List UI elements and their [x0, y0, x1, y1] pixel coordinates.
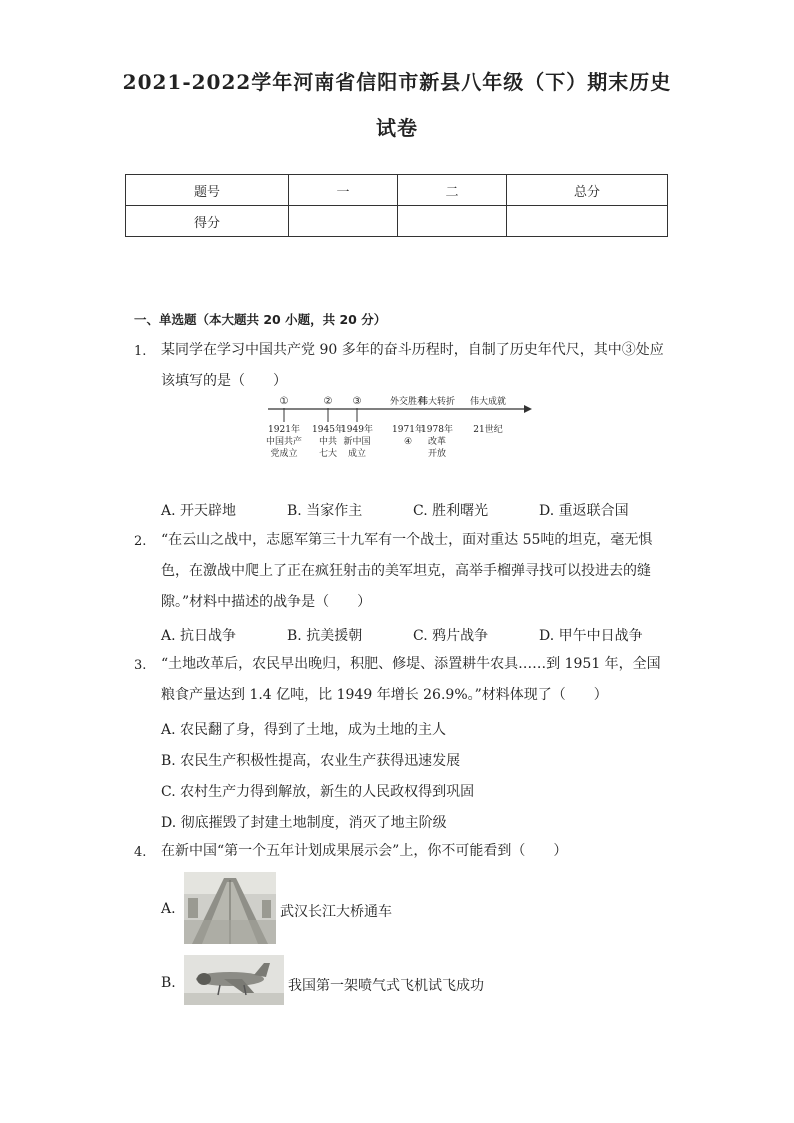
option-b[interactable]: B. 抗美援朝 — [287, 628, 363, 644]
timeline-year: 21世纪 — [473, 425, 503, 435]
question-number: 1. — [134, 344, 147, 359]
option-d[interactable]: D. 彻底摧毁了封建土地制度，消灭了地主阶级 — [161, 815, 447, 831]
timeline-event-label: 开放 — [427, 449, 447, 459]
timeline-figure — [262, 396, 534, 462]
score-table-row — [126, 206, 668, 237]
score-cell — [507, 206, 668, 237]
timeline-event-label: 党成立 — [270, 449, 298, 459]
score-table — [125, 174, 668, 237]
timeline-arrowhead — [524, 405, 532, 413]
timeline-top-label: 外交胜利 — [389, 397, 427, 407]
option-b[interactable]: B. 农民生产积极性提高，农业生产获得迅速发展 — [161, 753, 461, 769]
option-b-label[interactable]: B. — [161, 975, 176, 991]
option-b[interactable]: B. 当家作主 — [287, 503, 363, 519]
option-a[interactable]: A. 农民翻了身，得到了土地，成为土地的主人 — [161, 722, 447, 738]
score-cell: 一 — [289, 175, 398, 206]
question-number: 2. — [134, 534, 147, 549]
score-cell: 总分 — [507, 175, 668, 206]
score-cell: 二 — [398, 175, 507, 206]
exam-title-line2: 试卷 — [376, 116, 418, 140]
option-c[interactable]: C. 鸦片战争 — [413, 628, 489, 644]
exam-title-line1: 2021-2022学年河南省信阳市新县八年级（下）期末历史 — [122, 70, 672, 94]
options-row — [161, 625, 681, 645]
timeline-year: 1949年 — [341, 425, 373, 435]
question-text: 在新中国“第一个五年计划成果展示会”上，你不可能看到（ ） — [161, 843, 568, 859]
question-number: 4. — [134, 845, 147, 860]
timeline-year: 1978年 — [421, 425, 453, 435]
section-heading: 一、单选题（本大题共 20 小题，共 20 分） — [134, 312, 387, 327]
option-d[interactable]: D. 甲午中日战争 — [539, 628, 643, 644]
timeline-top-label: ② — [323, 396, 333, 407]
jet-plane-photo — [184, 955, 284, 1005]
question-number: 3. — [134, 658, 147, 673]
score-cell: 题号 — [126, 175, 289, 206]
options-row — [161, 500, 681, 520]
question-text: “在云山之战中，志愿军第三十九军有一个战士，面对重达 55吨的坦克，毫无惧色，在激战中爬上了正在疯狂射击的美军坦克，高举手榴弹寻找可以投进去的缝隙。”材料中描述的战争是（ ） — [161, 532, 653, 610]
timeline-event-label: 中国共产 — [265, 437, 303, 447]
option-d[interactable]: D. 重返联合国 — [539, 503, 629, 519]
timeline-event-label: 改革 — [427, 437, 447, 447]
option-c[interactable]: C. 胜利曙光 — [413, 503, 489, 519]
option-a-text: 武汉长江大桥通车 — [280, 904, 392, 920]
option-b-text: 我国第一架喷气式飞机试飞成功 — [288, 978, 484, 994]
timeline-year: 1921年 — [268, 425, 300, 435]
score-cell — [289, 206, 398, 237]
timeline-year: 1971年 — [392, 425, 424, 435]
option-a[interactable]: A. 开天辟地 — [161, 503, 237, 519]
timeline-event-label: 新中国 — [343, 437, 371, 447]
timeline-event-label: ④ — [403, 437, 413, 447]
bridge-photo — [184, 872, 276, 944]
score-cell — [398, 206, 507, 237]
option-c[interactable]: C. 农村生产力得到解放，新生的人民政权得到巩固 — [161, 784, 475, 800]
question-text: “土地改革后，农民早出晚归，积肥、修堤、添置耕牛农具……到 1951 年，全国粮食产量达到 1.4 亿吨，比 1949 年增长 26.9%。”材料体现了（ ） — [161, 656, 661, 703]
option-a[interactable]: A. 抗日战争 — [161, 628, 237, 644]
timeline-event-label: 七大 — [318, 449, 338, 459]
option-a-label[interactable]: A. — [161, 901, 176, 917]
score-table-row — [126, 175, 668, 206]
timeline-event-label: 中共 — [318, 437, 338, 447]
timeline-year: 1945年 — [312, 425, 344, 435]
timeline-event-label: 成立 — [347, 449, 367, 459]
timeline-top-label: ① — [279, 396, 289, 407]
timeline-top-label: 伟大转折 — [418, 397, 456, 407]
timeline-top-label: ③ — [352, 396, 362, 407]
score-cell: 得分 — [126, 206, 289, 237]
question-text: 某同学在学习中国共产党 90 多年的奋斗历程时，自制了历史年代尺，其中③处应该填写的是（ ） — [161, 342, 664, 389]
timeline-top-label: 伟大成就 — [469, 397, 507, 407]
